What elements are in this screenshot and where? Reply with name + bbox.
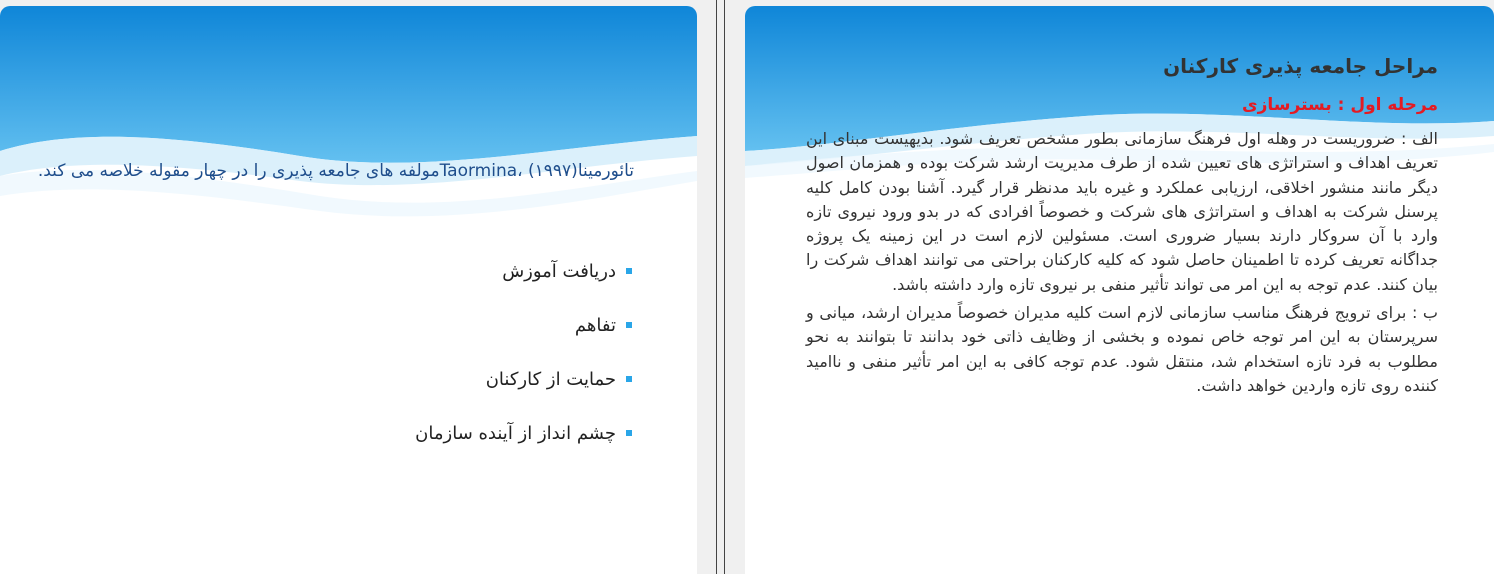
slide-title: مراحل جامعه پذیری کارکنان [1163,54,1438,78]
slide-left [0,6,697,574]
body-text [806,127,1438,402]
intro-text: تائورمیناTaormina، (۱۹۹۷)مولفه های جامعه پذیری را در چهار مقوله خلاصه می کند. [37,161,634,181]
list-item [0,406,632,460]
bullet-list [0,244,632,460]
list-item [0,298,632,352]
bullet-text: حمایت از کارکنان [485,368,616,390]
header-wave-background [0,6,697,236]
bullet-text: تفاهم [574,314,616,336]
slide-right [745,6,1494,574]
square-bullet-icon [626,322,632,328]
paragraph-a: الف : ضروریست در وهله اول فرهنگ سازمانی بطور مشخص تعریف شود. بدیهیست مبنای این تعریف اهداف و استراتژی های تعیین شده از طرف مدیریت ارشد شرکت بوده و همزمان اصول دیگر مانند منشور اخلاقی، ارزیابی عملکرد و غیره باید مدنظر قرار گیرد. آشنا بودن کامل کلیه پرسنل شرکت به اهداف و استراتژی های شرکت و خصوصاً افرادی که در بدو ورود نیروی تازه وارد با آن سروکار دارند بسیار ضروری است. مسئولین لازم است در این زمینه یک پروژه جداگانه تعریف کرده تا اطمینان حاصل شود که کلیه کارکنان براحتی می توانند اهداف شرکت را بیان کنند. عدم توجه به این امر می تواند تأثیر منفی بر نیروی تازه وارد داشته باشد. [806,129,1438,294]
bullet-text: چشم انداز از آینده سازمان [415,422,616,444]
square-bullet-icon [626,268,632,274]
slide-divider [724,0,725,574]
square-bullet-icon [626,376,632,382]
paragraph-b: ب : برای ترویج فرهنگ مناسب سازمانی لازم است کلیه مدیران خصوصاً مدیران ارشد، میانی و سرپرستان به این امر توجه خاص نموده و بخشی از وظایف ذاتی خود بدانند تا بتوانند به نحو مطلوب به فرد تازه استخدام شد، منتقل شود. عدم توجه کافی به این امر تأثیر منفی و ناامید کننده روی تازه واردین خواهد داشت. [806,303,1438,395]
bullet-text: دریافت آموزش [502,260,616,282]
square-bullet-icon [626,430,632,436]
list-item [0,244,632,298]
slide-divider [716,0,717,574]
slide-subtitle: مرحله اول : بسترسازی [1242,95,1438,115]
list-item [0,352,632,406]
